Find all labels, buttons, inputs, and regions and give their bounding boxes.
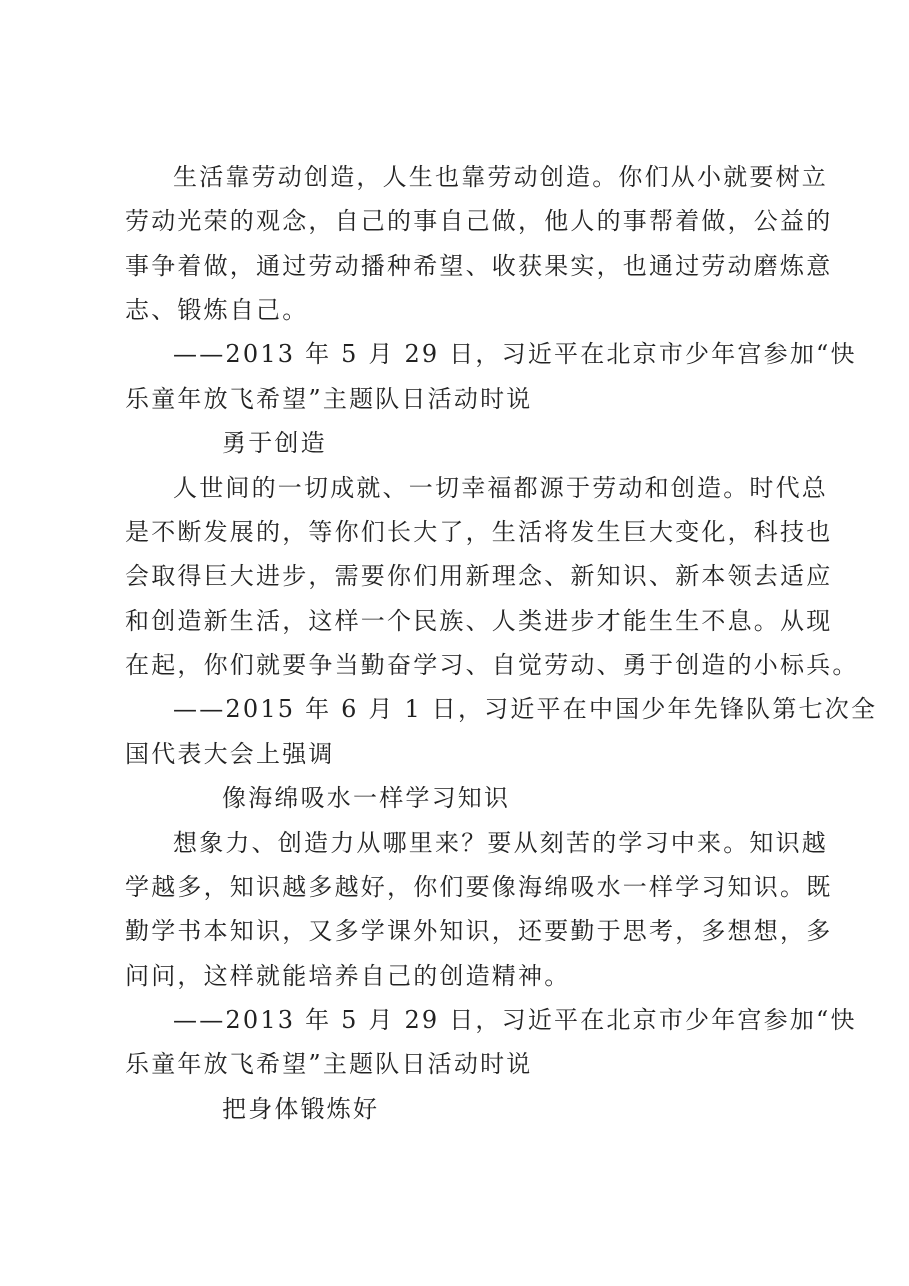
source-citation-line: 国代表大会上强调 — [125, 740, 335, 768]
source-citation-line: ——2013 年 5 月 29 日，习近平在北京市少年宫参加“快 — [173, 1006, 857, 1034]
source-citation-line: ——2015 年 6 月 1 日，习近平在中国少年先锋队第七次全 — [173, 695, 878, 723]
paragraph-line: 学越多，知识越多越好，你们要像海绵吸水一样学习知识。既 — [125, 873, 833, 901]
source-citation-line: 乐童年放飞希望”主题队日活动时说 — [125, 385, 533, 413]
section-heading: 勇于创造 — [222, 429, 327, 457]
paragraph-line: 事争着做，通过劳动播种希望、收获果实，也通过劳动磨炼意 — [125, 252, 833, 280]
paragraph-line: 人世间的一切成就、一切幸福都源于劳动和创造。时代总 — [173, 474, 828, 502]
paragraph-line: 劳动光荣的观念，自己的事自己做，他人的事帮着做，公益的 — [125, 207, 833, 235]
source-citation-line: ——2013 年 5 月 29 日，习近平在北京市少年宫参加“快 — [173, 340, 857, 368]
paragraph-line: 生活靠劳动创造，人生也靠劳动创造。你们从小就要树立 — [173, 163, 828, 191]
paragraph-line: 和创造新生活，这样一个民族、人类进步才能生生不息。从现 — [125, 607, 833, 635]
paragraph-line: 志、锻炼自己。 — [125, 296, 309, 324]
paragraph-line: 问问，这样就能培养自己的创造精神。 — [125, 962, 571, 990]
source-citation-line: 乐童年放飞希望”主题队日活动时说 — [125, 1050, 533, 1078]
paragraph-line: 在起，你们就要争当勤奋学习、自觉劳动、勇于创造的小标兵。 — [125, 651, 859, 679]
paragraph-line: 会取得巨大进步，需要你们用新理念、新知识、新本领去适应 — [125, 562, 833, 590]
section-heading: 像海绵吸水一样学习知识 — [222, 784, 511, 812]
section-heading: 把身体锻炼好 — [222, 1095, 380, 1123]
paragraph-line: 勤学书本知识，又多学课外知识，还要勤于思考，多想想，多 — [125, 917, 833, 945]
paragraph-line: 是不断发展的，等你们长大了，生活将发生巨大变化，科技也 — [125, 518, 833, 546]
paragraph-line: 想象力、创造力从哪里来？要从刻苦的学习中来。知识越 — [173, 829, 828, 857]
